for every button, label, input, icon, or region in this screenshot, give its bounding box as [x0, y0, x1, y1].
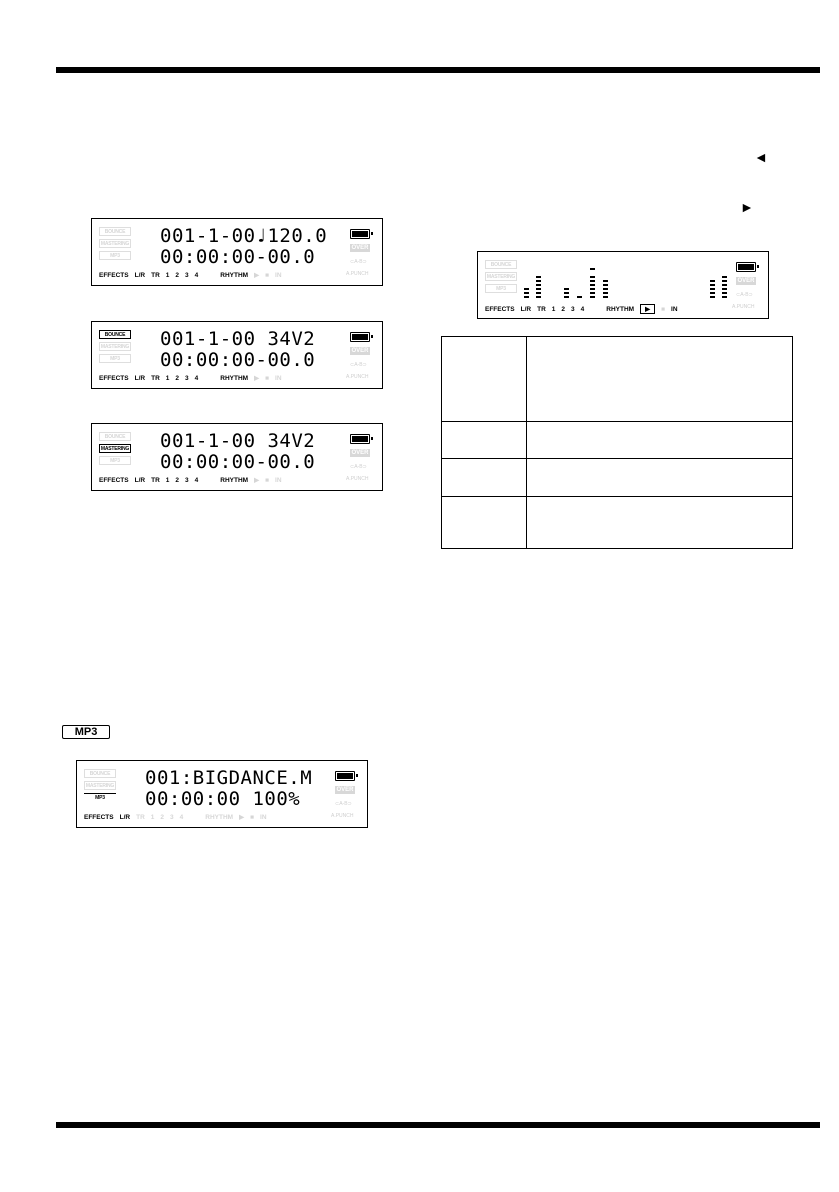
mode-mp3: MP3: [99, 456, 131, 465]
label-lr: L/R: [134, 477, 146, 484]
ab-indicator: ⊂A-B⊃: [335, 801, 352, 807]
mode-bounce: BOUNCE: [84, 769, 116, 778]
label-tr: TR: [151, 375, 160, 382]
label-in: IN: [275, 477, 282, 484]
lcd-labels: [99, 476, 288, 484]
stop-icon: ■: [265, 477, 270, 484]
meter-seg: [590, 268, 595, 270]
table-cell: [442, 459, 527, 497]
label-2: 2: [175, 477, 180, 484]
ab-indicator: ⊂A-B⊃: [350, 362, 367, 368]
meter-seg: [603, 288, 608, 290]
label-tr: TR: [151, 272, 160, 279]
punch-indicator: A.PUNCH: [346, 374, 369, 380]
meter-seg: [564, 292, 569, 294]
label-rhythm: RHYTHM: [220, 272, 249, 279]
punch-indicator: A.PUNCH: [331, 813, 354, 819]
meter-seg: [710, 288, 715, 290]
label-tr: TR: [151, 477, 160, 484]
label-1: 1: [165, 375, 170, 382]
label-lr: L/R: [134, 272, 146, 279]
mode-mp3: MP3: [99, 251, 131, 260]
lcd-display-meters: [477, 251, 769, 319]
lcd-line-1: 001-1-00 34V2: [160, 328, 316, 350]
mode-mp3: MP3: [84, 793, 116, 802]
table-cell: [527, 337, 793, 422]
meter-seg: [590, 292, 595, 294]
meter-seg: [722, 296, 727, 298]
meter-seg: [536, 296, 541, 298]
over-indicator: OVER: [351, 348, 369, 354]
label-3: 3: [185, 272, 189, 279]
lcd-line-1: 001:BIGDANCE.M: [145, 767, 313, 789]
label-2: 2: [175, 375, 180, 382]
meter-seg: [710, 292, 715, 294]
meter-seg: [590, 280, 595, 282]
meter-seg: [603, 292, 608, 294]
label-effects: EFFECTS: [99, 477, 129, 484]
label-3: 3: [170, 814, 174, 821]
stop-icon: ■: [265, 375, 270, 382]
mode-mastering: MASTERING: [100, 344, 130, 350]
meter-seg: [590, 284, 595, 286]
meter-seg: [524, 288, 529, 290]
meter-seg: [603, 280, 608, 282]
meter-seg: [564, 296, 569, 298]
label-rhythm: RHYTHM: [220, 477, 249, 484]
punch-indicator: A.PUNCH: [732, 304, 755, 310]
label-1: 1: [551, 306, 556, 313]
label-lr: L/R: [134, 375, 146, 382]
lcd-line-2: 00:00:00-00.0: [160, 451, 316, 473]
meter-seg: [603, 296, 608, 298]
label-rhythm: RHYTHM: [606, 306, 635, 313]
meter-seg: [710, 296, 715, 298]
mode-mp3: MP3: [99, 354, 131, 363]
label-2: 2: [561, 306, 566, 313]
meter-seg: [590, 288, 595, 290]
table-row: [442, 459, 793, 497]
play-icon: ▶: [239, 814, 245, 821]
over-indicator: OVER: [737, 278, 755, 284]
meter-seg: [564, 288, 569, 290]
mode-mp3: MP3: [485, 284, 517, 293]
lcd-line-1: 001-1-00♩120.0: [160, 225, 328, 247]
meter-seg: [524, 292, 529, 294]
ab-indicator: ⊂A-B⊃: [736, 292, 753, 298]
table-cell: [527, 497, 793, 549]
meter-seg: [710, 284, 715, 286]
mode-mastering: MASTERING: [100, 241, 130, 247]
table-row: [442, 337, 793, 422]
label-in: IN: [275, 375, 282, 382]
meter-seg: [722, 292, 727, 294]
lcd-line-2: 00:00:00-00.0: [160, 246, 316, 268]
meter-seg: [722, 280, 727, 282]
punch-indicator: A.PUNCH: [346, 476, 369, 482]
lcd-display-1: [91, 218, 383, 286]
lcd-line-1: 001-1-00 34V2: [160, 430, 316, 452]
punch-indicator: A.PUNCH: [346, 271, 369, 277]
battery-icon: [350, 229, 370, 239]
meter-seg: [603, 284, 608, 286]
play-icon: ▶: [254, 477, 260, 484]
meter-seg: [536, 288, 541, 290]
label-4: 4: [194, 375, 199, 382]
meter-seg: [536, 292, 541, 294]
meter-seg: [536, 280, 541, 282]
table-cell: [527, 459, 793, 497]
lcd-labels: [485, 304, 684, 314]
description-table: [441, 336, 793, 549]
mode-bounce: BOUNCE: [99, 432, 131, 441]
table-cell: [527, 422, 793, 459]
label-in: IN: [260, 814, 267, 821]
over-indicator: OVER: [351, 450, 369, 456]
play-icon: ▶: [254, 272, 260, 279]
label-rhythm: RHYTHM: [205, 814, 234, 821]
over-indicator: OVER: [351, 245, 369, 251]
label-3: 3: [185, 375, 189, 382]
mp3-button[interactable]: MP3: [62, 725, 110, 739]
top-rule: [56, 67, 820, 73]
meter-seg: [524, 296, 529, 298]
battery-icon: [350, 434, 370, 444]
label-lr: L/R: [119, 814, 131, 821]
mode-mastering: MASTERING: [100, 446, 130, 452]
ab-indicator: ⊂A-B⊃: [350, 464, 367, 470]
table-row: [442, 497, 793, 549]
table-cell: [442, 337, 527, 422]
mode-mastering: MASTERING: [486, 274, 516, 280]
label-4: 4: [179, 814, 184, 821]
label-in: IN: [275, 272, 282, 279]
label-4: 4: [580, 306, 585, 313]
meter-seg: [722, 276, 727, 278]
label-1: 1: [150, 814, 155, 821]
lcd-labels: [84, 813, 273, 821]
label-1: 1: [165, 272, 170, 279]
battery-icon: [736, 262, 756, 272]
label-lr: L/R: [520, 306, 532, 313]
label-tr: TR: [537, 306, 546, 313]
meter-seg: [536, 284, 541, 286]
lcd-line-2: 00:00:00-00.0: [160, 349, 316, 371]
mode-bounce: BOUNCE: [485, 260, 517, 269]
label-effects: EFFECTS: [99, 272, 129, 279]
label-effects: EFFECTS: [99, 375, 129, 382]
label-3: 3: [185, 477, 189, 484]
meter-seg: [710, 280, 715, 282]
label-3: 3: [571, 306, 575, 313]
over-indicator: OVER: [336, 787, 354, 793]
table-cell: [442, 497, 527, 549]
label-2: 2: [175, 272, 180, 279]
meter-seg: [577, 296, 582, 298]
lcd-display-3: [91, 423, 383, 491]
label-tr: TR: [136, 814, 145, 821]
ab-indicator: ⊂A-B⊃: [350, 259, 367, 265]
play-icon: ▶: [254, 375, 260, 382]
lcd-display-4: [76, 760, 368, 828]
label-rhythm: RHYTHM: [220, 375, 249, 382]
left-arrow-icon: ◄: [754, 149, 768, 165]
stop-icon: ■: [250, 814, 255, 821]
mode-bounce: BOUNCE: [99, 227, 131, 236]
label-2: 2: [160, 814, 165, 821]
right-arrow-icon: ►: [740, 199, 754, 215]
play-icon: ▶: [640, 304, 655, 314]
meter-seg: [536, 276, 541, 278]
meter-seg: [722, 288, 727, 290]
meter-seg: [590, 296, 595, 298]
lcd-labels: [99, 374, 288, 382]
label-effects: EFFECTS: [485, 306, 515, 313]
stop-icon: ■: [265, 272, 270, 279]
label-4: 4: [194, 477, 199, 484]
table-row: [442, 422, 793, 459]
battery-icon: [350, 332, 370, 342]
lcd-labels: [99, 271, 288, 279]
meter-seg: [590, 276, 595, 278]
battery-icon: [335, 771, 355, 781]
lcd-display-2: [91, 321, 383, 389]
label-in: IN: [671, 306, 678, 313]
lcd-line-2: 00:00:00 100%: [145, 788, 301, 810]
label-1: 1: [165, 477, 170, 484]
stop-icon: ■: [661, 306, 666, 313]
label-effects: EFFECTS: [84, 814, 114, 821]
mode-bounce: BOUNCE: [99, 330, 131, 339]
label-4: 4: [194, 272, 199, 279]
meter-seg: [722, 284, 727, 286]
table-cell: [442, 422, 527, 459]
mode-mastering: MASTERING: [85, 783, 115, 789]
bottom-rule: [56, 1122, 820, 1128]
